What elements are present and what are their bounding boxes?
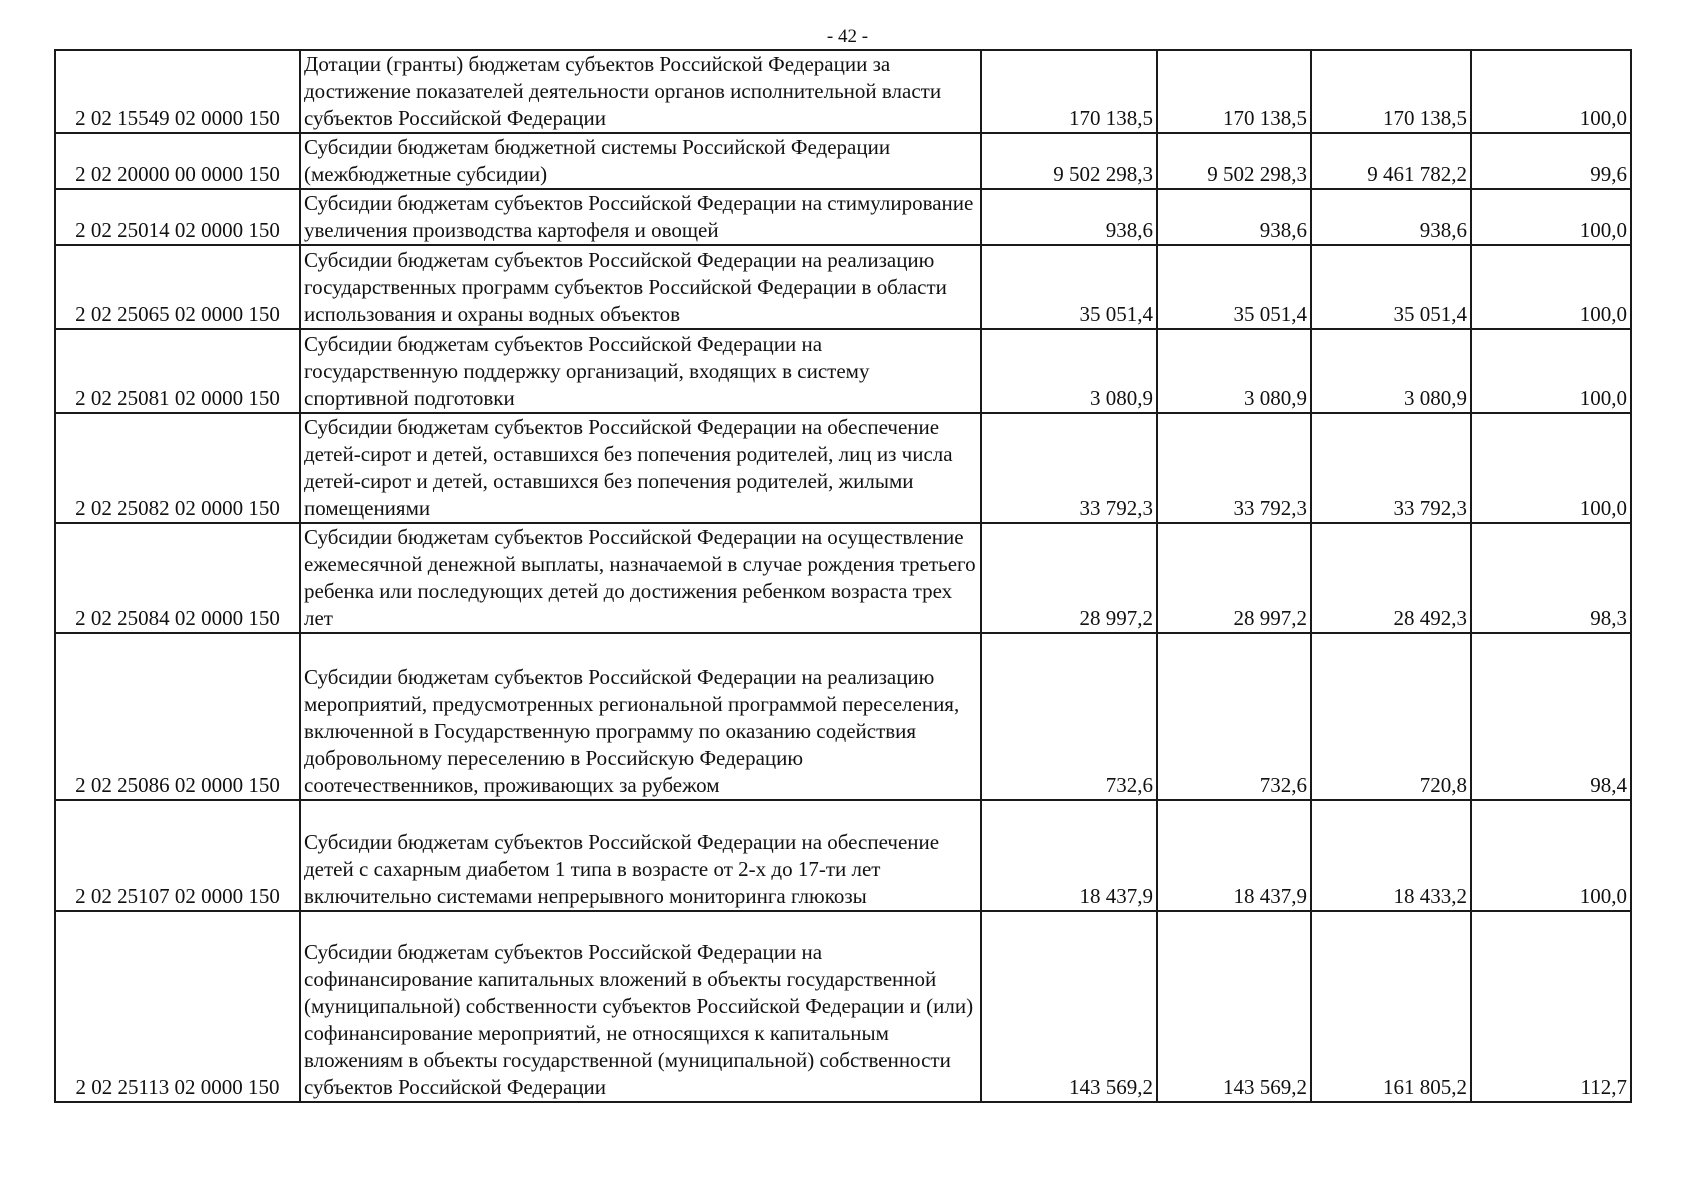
- description-cell: Субсидии бюджетам субъектов Российской Федерации на осуществление ежемесячной денежной выплаты, назначаемой в случае рождения третьего ребенка или последующих детей до достижения ребенком возраста трех лет: [300, 523, 981, 633]
- description-cell: Субсидии бюджетам субъектов Российской Федерации на софинансирование капитальных вложений в объекты государственной (муниципальной) собственности субъектов Российской Федерации и (или) софинансирование мероприятий, не относящихся к капитальным вложениям в объекты государственной (муниципальной) собственности субъектов Российской Федерации: [300, 911, 981, 1102]
- value-cell: 18 437,9: [981, 800, 1157, 911]
- value-cell: 732,6: [1157, 633, 1311, 800]
- page-number: - 42 -: [826, 26, 869, 47]
- description-cell: Субсидии бюджетам бюджетной системы Российской Федерации (межбюджетные субсидии): [300, 133, 981, 189]
- table-row: [55, 523, 1631, 633]
- budget-code-cell: 2 02 25081 02 0000 150: [55, 329, 300, 413]
- value-cell: 9 502 298,3: [1157, 133, 1311, 189]
- percent-cell: 100,0: [1471, 50, 1631, 133]
- value-cell: 720,8: [1311, 633, 1471, 800]
- table-row: [55, 329, 1631, 413]
- description-cell: Субсидии бюджетам субъектов Российской Федерации на стимулирование увеличения производства картофеля и овощей: [300, 189, 981, 245]
- budget-code-cell: 2 02 25065 02 0000 150: [55, 245, 300, 329]
- value-cell: 28 492,3: [1311, 523, 1471, 633]
- percent-cell: 99,6: [1471, 133, 1631, 189]
- percent-cell: 98,4: [1471, 633, 1631, 800]
- table-row: [55, 413, 1631, 523]
- description-cell: Субсидии бюджетам субъектов Российской Федерации на государственную поддержку организаций, входящих в систему спортивной подготовки: [300, 329, 981, 413]
- value-cell: 170 138,5: [1311, 50, 1471, 133]
- value-cell: 3 080,9: [1157, 329, 1311, 413]
- table-row: [55, 50, 1631, 133]
- value-cell: 35 051,4: [981, 245, 1157, 329]
- percent-cell: 112,7: [1471, 911, 1631, 1102]
- description-cell: Субсидии бюджетам субъектов Российской Федерации на обеспечение детей с сахарным диабетом 1 типа в возрасте от 2-х до 17-ти лет включительно системами непрерывного мониторинга глюкозы: [300, 800, 981, 911]
- value-cell: 161 805,2: [1311, 911, 1471, 1102]
- value-cell: 35 051,4: [1311, 245, 1471, 329]
- value-cell: 732,6: [981, 633, 1157, 800]
- table-row: [55, 189, 1631, 245]
- budget-code-cell: 2 02 25113 02 0000 150: [55, 911, 300, 1102]
- value-cell: 9 461 782,2: [1311, 133, 1471, 189]
- description-cell: Дотации (гранты) бюджетам субъектов Российской Федерации за достижение показателей деятельности органов исполнительной власти субъектов Российской Федерации: [300, 50, 981, 133]
- value-cell: 18 433,2: [1311, 800, 1471, 911]
- percent-cell: 98,3: [1471, 523, 1631, 633]
- percent-cell: 100,0: [1471, 413, 1631, 523]
- value-cell: 9 502 298,3: [981, 133, 1157, 189]
- description-cell: Субсидии бюджетам субъектов Российской Федерации на реализацию мероприятий, предусмотренных региональной программой переселения, включенной в Государственную программу по оказанию содействия добровольному переселению в Российскую Федерацию соотечественников, проживающих за рубежом: [300, 633, 981, 800]
- value-cell: 170 138,5: [981, 50, 1157, 133]
- table-row: [55, 633, 1631, 800]
- value-cell: 3 080,9: [1311, 329, 1471, 413]
- table-row: [55, 245, 1631, 329]
- value-cell: 33 792,3: [1157, 413, 1311, 523]
- budget-table: [54, 49, 1632, 1103]
- percent-cell: 100,0: [1471, 800, 1631, 911]
- table-row: [55, 800, 1631, 911]
- value-cell: 938,6: [981, 189, 1157, 245]
- value-cell: 28 997,2: [1157, 523, 1311, 633]
- budget-code-cell: 2 02 15549 02 0000 150: [55, 50, 300, 133]
- value-cell: 33 792,3: [981, 413, 1157, 523]
- value-cell: 938,6: [1311, 189, 1471, 245]
- percent-cell: 100,0: [1471, 245, 1631, 329]
- description-cell: Субсидии бюджетам субъектов Российской Федерации на реализацию государственных программ субъектов Российской Федерации в области использования и охраны водных объектов: [300, 245, 981, 329]
- value-cell: 938,6: [1157, 189, 1311, 245]
- budget-code-cell: 2 02 25107 02 0000 150: [55, 800, 300, 911]
- percent-cell: 100,0: [1471, 329, 1631, 413]
- value-cell: 3 080,9: [981, 329, 1157, 413]
- description-cell: Субсидии бюджетам субъектов Российской Федерации на обеспечение детей-сирот и детей, оставшихся без попечения родителей, лиц из числа детей-сирот и детей, оставшихся без попечения родителей, жилыми помещениями: [300, 413, 981, 523]
- percent-cell: 100,0: [1471, 189, 1631, 245]
- value-cell: 35 051,4: [1157, 245, 1311, 329]
- budget-code-cell: 2 02 25082 02 0000 150: [55, 413, 300, 523]
- budget-code-cell: 2 02 25014 02 0000 150: [55, 189, 300, 245]
- table-row: [55, 133, 1631, 189]
- budget-code-cell: 2 02 25086 02 0000 150: [55, 633, 300, 800]
- value-cell: 18 437,9: [1157, 800, 1311, 911]
- value-cell: 143 569,2: [981, 911, 1157, 1102]
- value-cell: 33 792,3: [1311, 413, 1471, 523]
- budget-code-cell: 2 02 20000 00 0000 150: [55, 133, 300, 189]
- value-cell: 28 997,2: [981, 523, 1157, 633]
- value-cell: 143 569,2: [1157, 911, 1311, 1102]
- table-row: [55, 911, 1631, 1102]
- value-cell: 170 138,5: [1157, 50, 1311, 133]
- budget-code-cell: 2 02 25084 02 0000 150: [55, 523, 300, 633]
